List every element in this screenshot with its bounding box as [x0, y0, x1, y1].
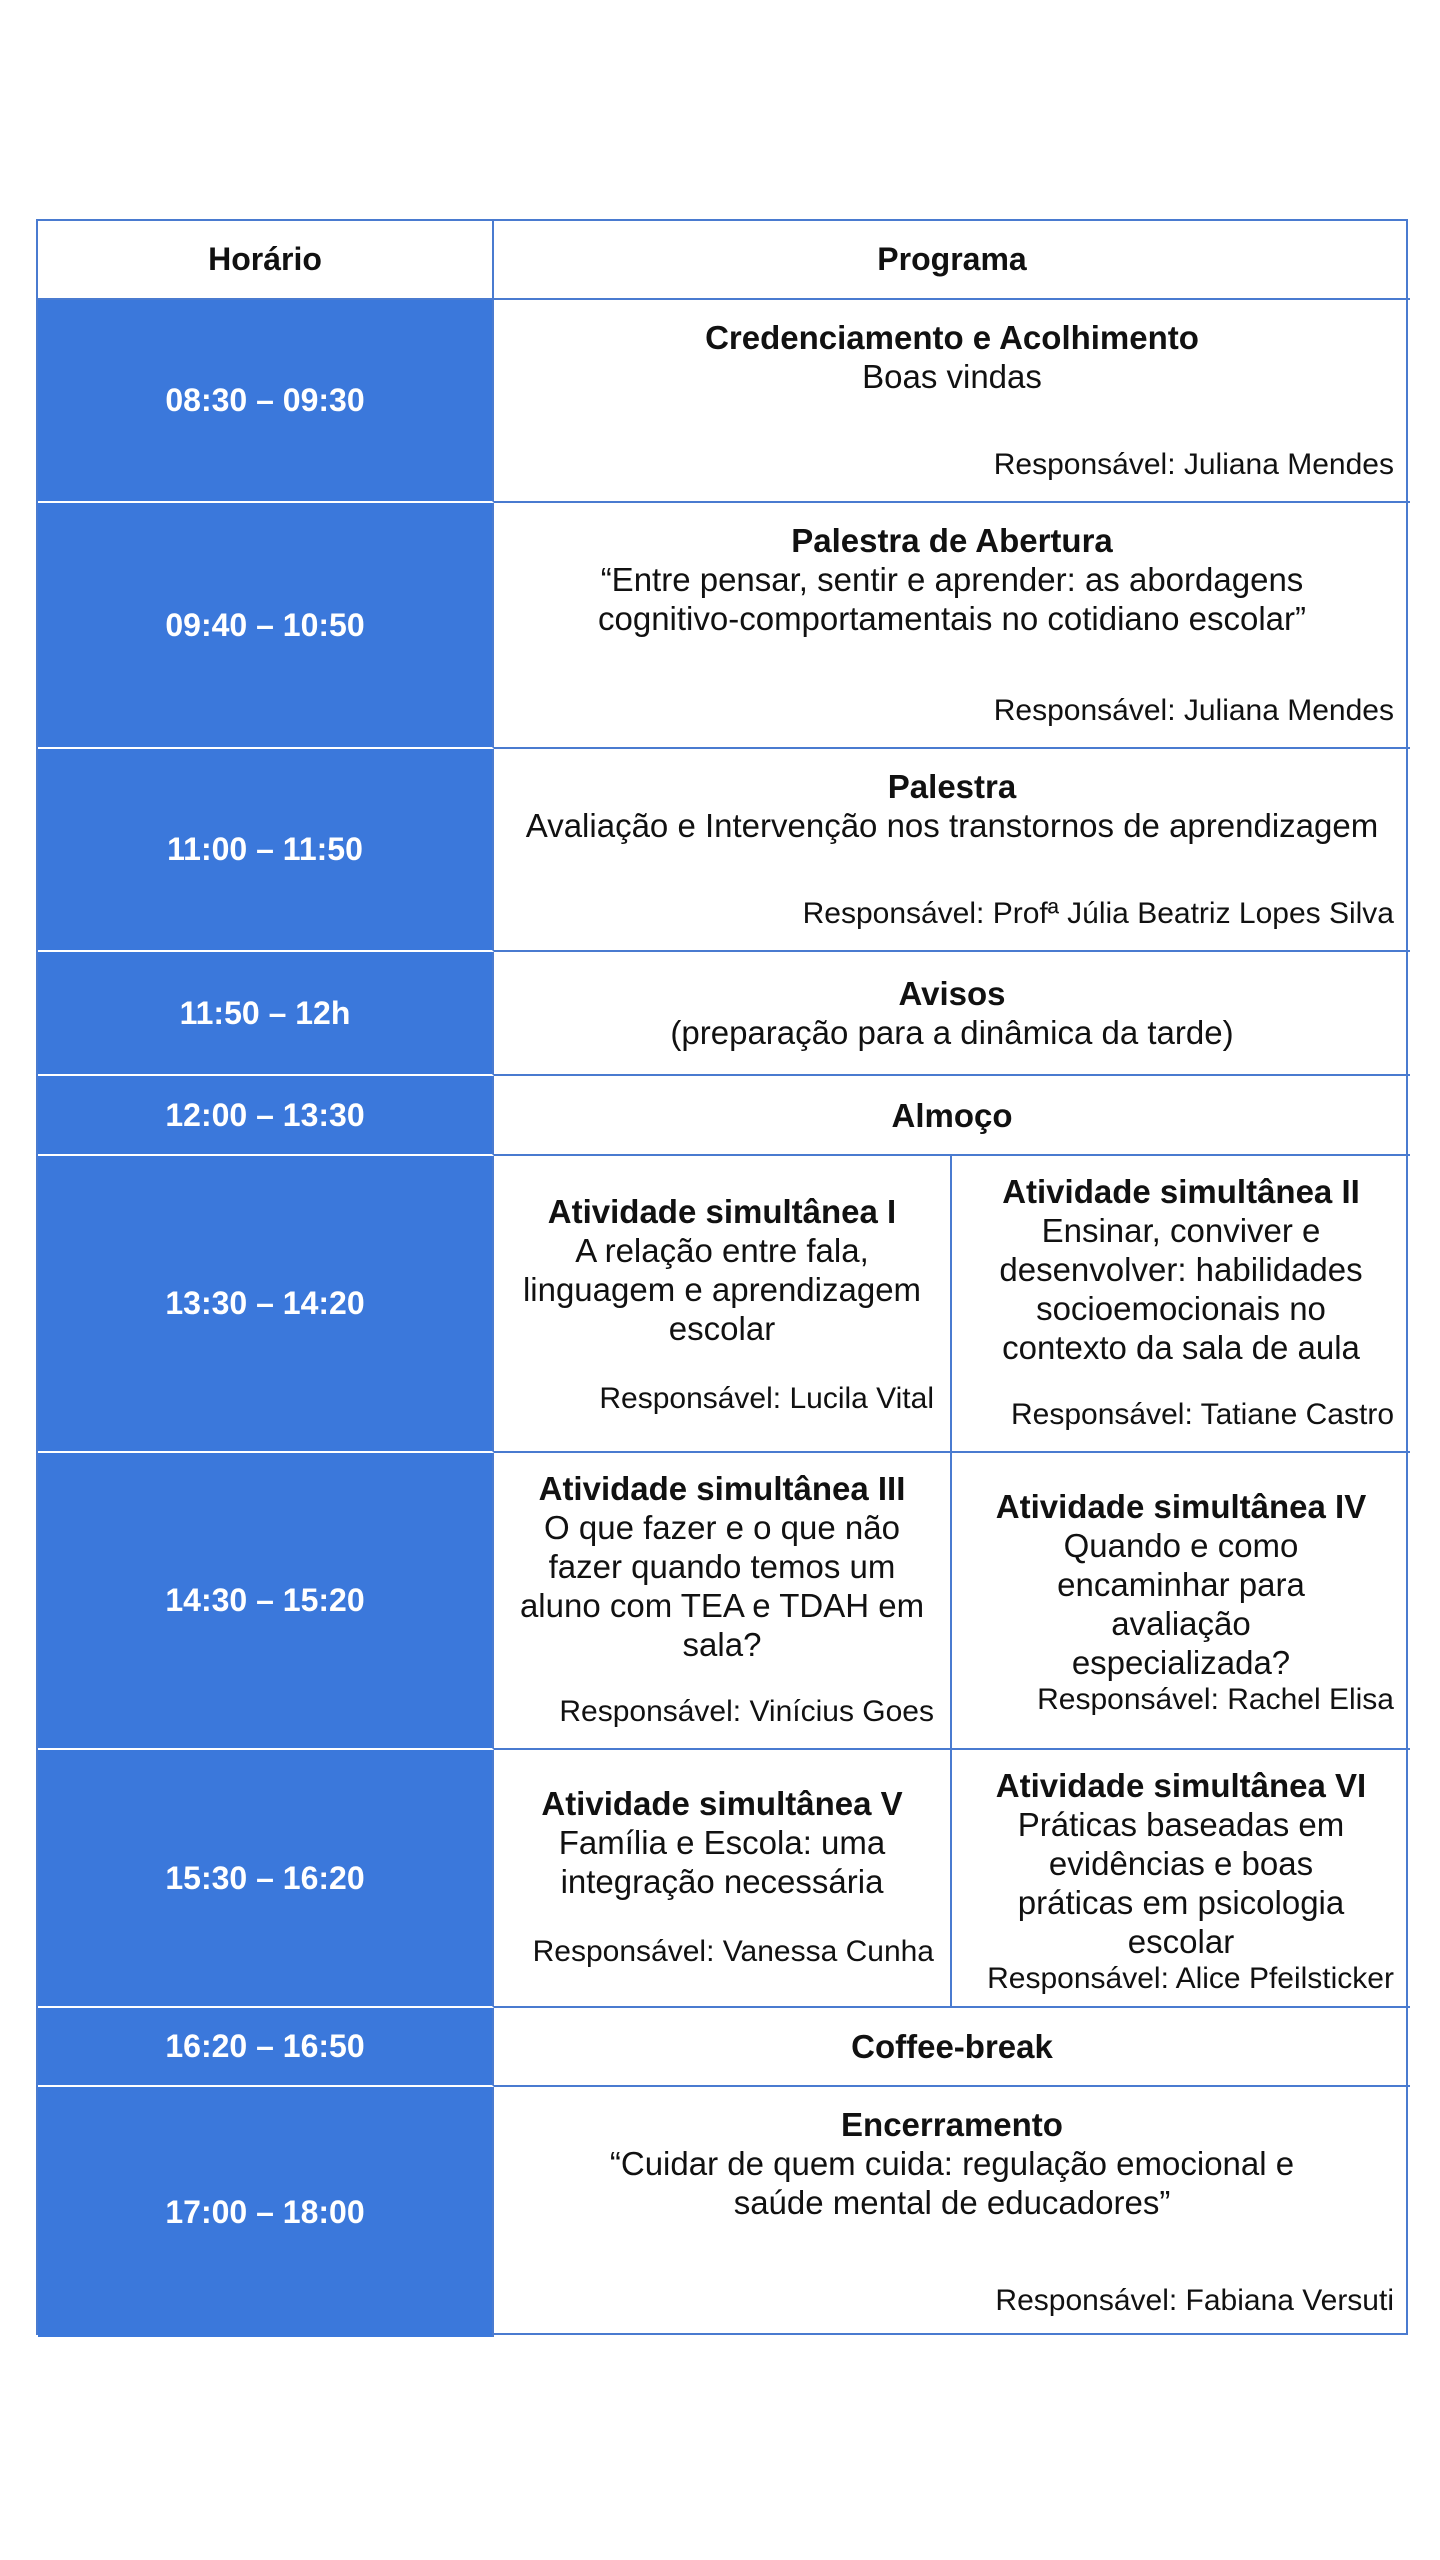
activity-title: Atividade simultânea IV	[995, 1488, 1367, 1525]
activity-description: Quando e como encaminhar para avaliação especializada?	[1057, 1527, 1305, 1681]
activity-cell	[952, 1750, 1410, 2008]
time-cell: 16:20 – 16:50	[38, 2008, 494, 2087]
activity-responsible: Responsável: Vanessa Cunha	[532, 1935, 934, 1968]
activity-cell	[952, 1453, 1410, 1750]
time-cell: 15:30 – 16:20	[38, 1750, 494, 2008]
session-description: “Cuidar de quem cuida: regulação emocional e saúde mental de educadores”	[609, 2145, 1295, 2221]
header-program-label: Programa	[877, 241, 1027, 277]
time-cell: 11:50 – 12h	[38, 952, 494, 1076]
activity-title: Atividade simultânea III	[538, 1470, 906, 1507]
time-cell: 13:30 – 14:20	[38, 1156, 494, 1453]
activity-description: O que fazer e o que não fazer quando temos um aluno com TEA e TDAH em sala?	[519, 1509, 925, 1663]
time-cell: 14:30 – 15:20	[38, 1453, 494, 1750]
header-time	[38, 221, 494, 300]
program-cell	[494, 503, 1410, 749]
session-title: Coffee-break	[851, 2028, 1053, 2065]
time-cell: 09:40 – 10:50	[38, 503, 494, 749]
activity-description: Família e Escola: uma integração necessária	[558, 1824, 886, 1900]
session-title: Credenciamento e Acolhimento	[705, 319, 1199, 356]
program-cell	[494, 300, 1410, 503]
time-cell: 11:00 – 11:50	[38, 749, 494, 952]
activity-responsible: Responsável: Tatiane Castro	[1011, 1398, 1394, 1431]
session-responsible: Responsável: Fabiana Versuti	[995, 2284, 1394, 2317]
program-cell	[494, 2087, 1410, 2337]
activity-responsible: Responsável: Alice Pfeilsticker	[987, 1962, 1394, 1995]
time-cell: 12:00 – 13:30	[38, 1076, 494, 1156]
activity-cell	[494, 1750, 952, 2008]
activity-title: Atividade simultânea I	[547, 1193, 897, 1230]
activity-description: Ensinar, conviver e desenvolver: habilidades socioemocionais no contexto da sala de aula	[999, 1212, 1363, 1366]
session-responsible: Responsável: Juliana Mendes	[993, 448, 1394, 481]
activity-cell	[494, 1453, 952, 1750]
session-title: Almoço	[891, 1096, 1013, 1134]
session-responsible: Responsável: Juliana Mendes	[993, 694, 1394, 727]
time-cell: 08:30 – 09:30	[38, 300, 494, 503]
session-description: Boas vindas	[862, 358, 1042, 395]
activity-cell	[952, 1156, 1410, 1453]
activity-cell	[494, 1156, 952, 1453]
activity-title: Atividade simultânea V	[541, 1785, 903, 1822]
activity-responsible: Responsável: Lucila Vital	[599, 1382, 934, 1415]
program-cell	[494, 2008, 1410, 2087]
program-cell	[494, 1076, 1410, 1156]
session-title: Avisos	[898, 975, 1006, 1012]
session-title: Palestra	[887, 768, 1017, 805]
program-cell	[494, 952, 1410, 1076]
activity-description: A relação entre fala, linguagem e aprendizagem escolar	[522, 1232, 922, 1347]
header-time-label: Horário	[208, 241, 322, 277]
session-description: Avaliação e Intervenção nos transtornos de aprendizagem	[525, 807, 1379, 844]
activity-description: Práticas baseadas em evidências e boas práticas em psicologia escolar	[1017, 1806, 1345, 1960]
session-description: (preparação para a dinâmica da tarde)	[670, 1014, 1234, 1051]
session-title: Encerramento	[841, 2106, 1063, 2143]
program-cell	[494, 749, 1410, 952]
time-cell: 17:00 – 18:00	[38, 2087, 494, 2337]
header-program	[494, 221, 1410, 300]
session-description: “Entre pensar, sentir e aprender: as abordagens cognitivo-comportamentais no cotidiano escolar”	[597, 561, 1307, 637]
activity-responsible: Responsável: Rachel Elisa	[1037, 1683, 1394, 1716]
session-title: Palestra de Abertura	[791, 522, 1113, 559]
session-responsible: Responsável: Profª Júlia Beatriz Lopes Silva	[802, 897, 1394, 930]
activity-responsible: Responsável: Vinícius Goes	[559, 1695, 934, 1728]
schedule-table	[36, 219, 1408, 2335]
activity-title: Atividade simultânea VI	[995, 1767, 1367, 1804]
activity-title: Atividade simultânea II	[1002, 1173, 1360, 1210]
